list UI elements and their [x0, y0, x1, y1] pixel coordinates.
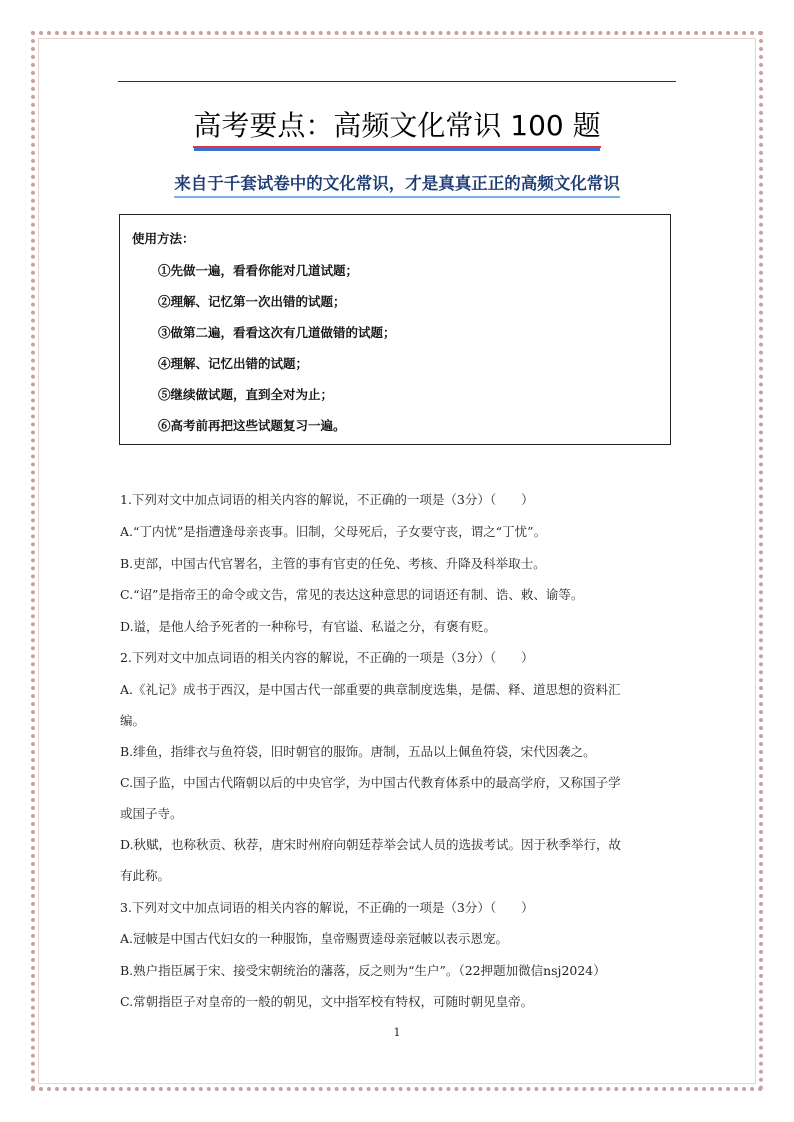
- answer-option: C.“诏”是指帝王的命令或文告，常见的表达这种意思的词语还有制、诰、敕、谕等。: [120, 587, 584, 602]
- document-subtitle: 来自于千套试卷中的文化常识，才是真真正正的高频文化常识: [0, 170, 794, 198]
- answer-option: C.常朝指臣子对皇帝的一般的朝见，文中指军校有特权，可随时朝见皇帝。: [120, 994, 534, 1009]
- usage-heading: 使用方法：: [132, 231, 195, 246]
- answer-option: A.冠帔是中国古代妇女的一种服饰，皇帝赐贾逵母亲冠帔以表示恩宠。: [120, 931, 509, 946]
- usage-step: ④理解、记忆出错的试题；: [158, 356, 309, 371]
- answer-option: D.秋赋，也称秋贡、秋荐，唐宋时州府向朝廷荐举会试人员的选拔考试。因于秋季举行，故: [120, 837, 622, 852]
- answer-option: C.国子监，中国古代隋朝以后的中央官学，为中国古代教育体系中的最高学府，又称国子学: [120, 775, 621, 790]
- usage-step: ③做第二遍，看看这次有几道做错的试题；: [158, 325, 396, 340]
- usage-step: ②理解、记忆第一次出错的试题；: [158, 294, 346, 309]
- answer-option: A.“丁内忧”是指遭逢母亲丧事。旧制，父母死后，子女要守丧，谓之“丁忧”。: [120, 524, 547, 539]
- page-number: 1: [393, 1026, 401, 1039]
- question-stem: 1.下列对文中加点词语的相关内容的解说，不正确的一项是（3分）（ ）: [120, 492, 534, 507]
- answer-option: B.熟户指臣属于宋、接受宋朝统治的藩落，反之则为“生户”。（22押题加微信nsj2024）: [120, 963, 606, 978]
- usage-instructions-box: [119, 214, 671, 445]
- answer-option: B.绯鱼，指绯衣与鱼符袋，旧时朝官的服饰。唐制，五品以上佩鱼符袋，宋代因袭之。: [120, 744, 596, 759]
- answer-option: D.谥，是他人给予死者的一种称号，有官谥、私谥之分，有褒有贬。: [120, 619, 497, 634]
- answer-option-continuation: 编。: [120, 713, 146, 728]
- usage-step: ①先做一遍，看看你能对几道试题；: [158, 263, 359, 278]
- usage-step: ⑤继续做试题，直到全对为止；: [158, 387, 334, 402]
- document-title: 高考要点：高频文化常识 100 题: [0, 104, 794, 148]
- answer-option-continuation: 或国子寺。: [120, 806, 183, 821]
- question-stem: 3.下列对文中加点词语的相关内容的解说，不正确的一项是（3分）（ ）: [120, 900, 534, 915]
- answer-option: B.吏部，中国古代官署名，主管的事有官吏的任免、考核、升降及科举取士。: [120, 556, 546, 571]
- question-stem: 2.下列对文中加点词语的相关内容的解说，不正确的一项是（3分）（ ）: [120, 650, 534, 665]
- answer-option-continuation: 有此称。: [120, 868, 171, 883]
- header-rule: [118, 81, 676, 82]
- usage-step: ⑥高考前再把这些试题复习一遍。: [158, 418, 346, 433]
- answer-option: A.《礼记》成书于西汉，是中国古代一部重要的典章制度选集，是儒、释、道思想的资料汇: [120, 682, 621, 697]
